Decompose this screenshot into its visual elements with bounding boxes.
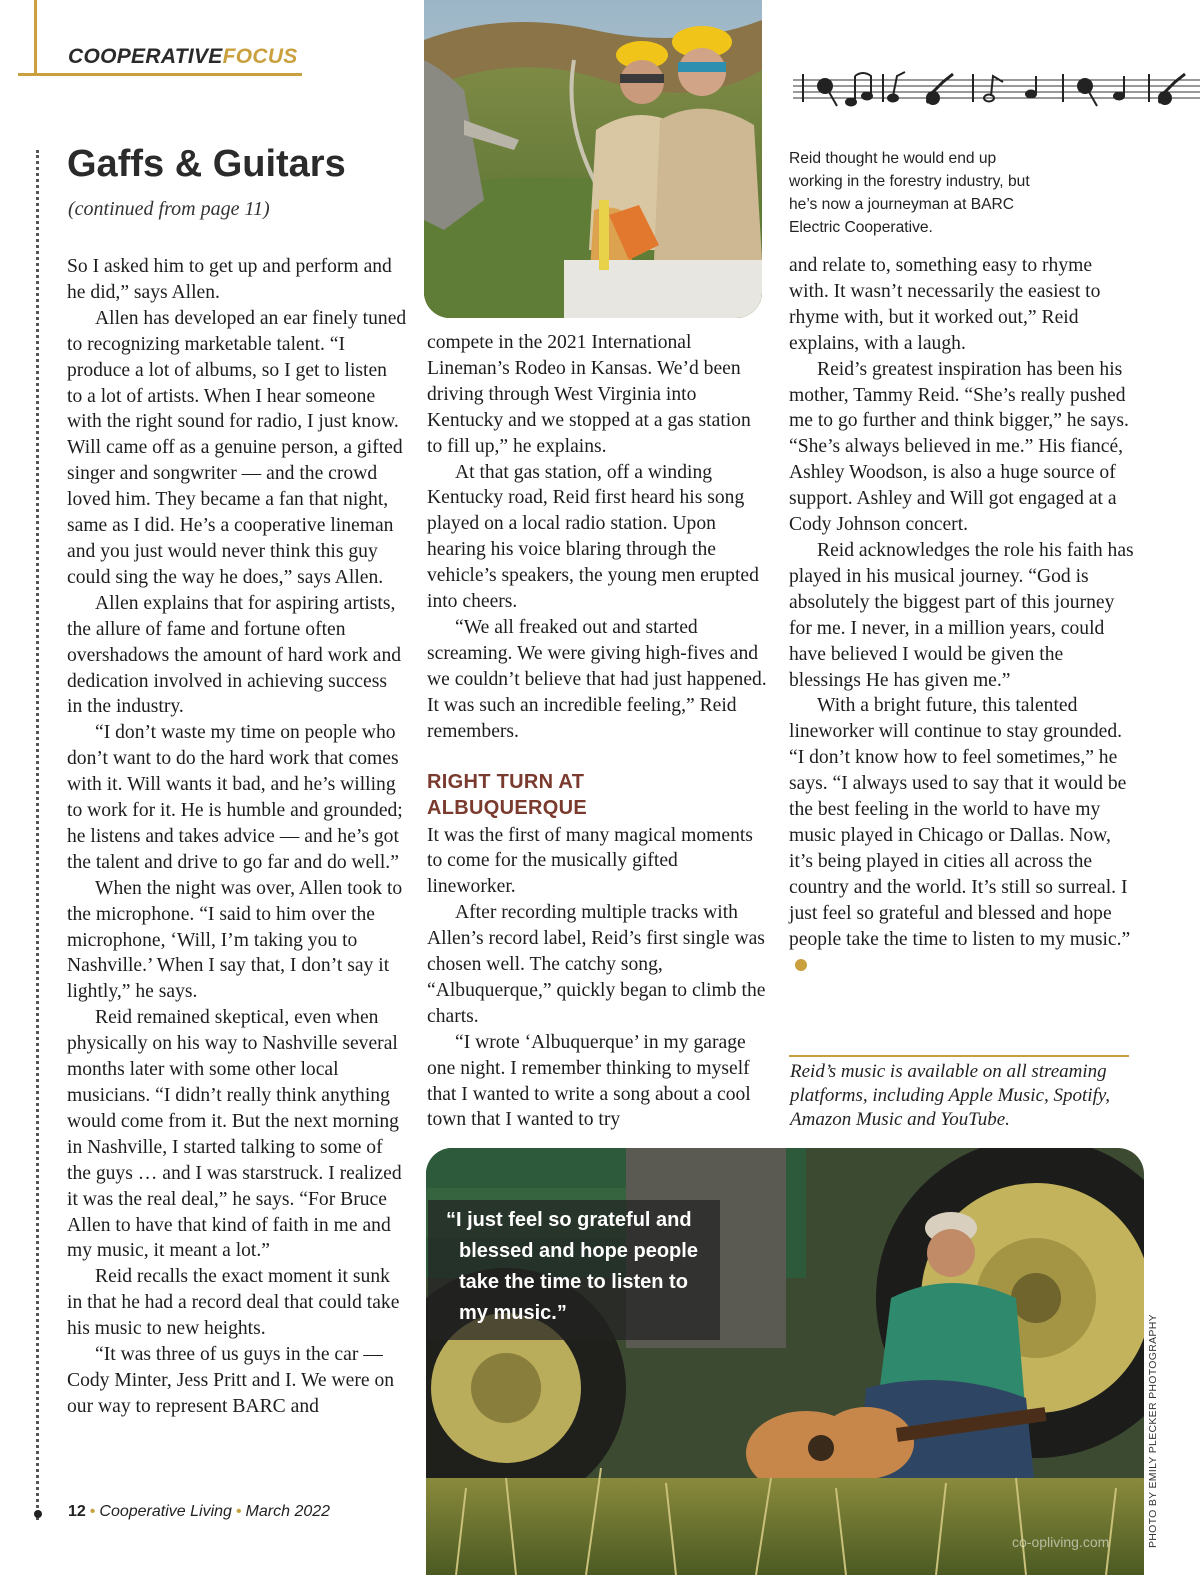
streaming-note-rule xyxy=(789,1055,1129,1057)
paragraph: and relate to, something easy to rhyme with. It wasn’t necessarily the easiest to rhyme with, but it worked out,” Reid explains, with a laugh. xyxy=(789,255,1101,354)
streaming-note: Reid’s music is available on all streaming platforms, including Apple Music, Spotify, Amazon Music and YouTube. xyxy=(790,1061,1110,1130)
paragraph: So I asked him to get up and perform and he did,” says Allen. xyxy=(67,256,392,303)
pull-quote-text: “I just feel so grateful and blessed and hope people take the time to listen to my music.” xyxy=(446,1209,698,1324)
issue-date: March 2022 xyxy=(245,1503,331,1520)
body-column-1 xyxy=(67,254,407,1420)
paragraph: It was the first of many magical moments to come for the musically gifted lineworker. xyxy=(427,824,753,898)
magazine-name: Cooperative Living xyxy=(99,1503,232,1520)
header-accent-rule xyxy=(18,73,302,76)
page-footer xyxy=(68,1503,330,1521)
footer-bullet-icon: • xyxy=(235,1503,242,1520)
paragraph: At that gas station, off a winding Kentucky road, Reid first heard his song played on a local radio station. Upon hearing his voice blaring through the vehicle’s speakers, the young men erupted into cheers. xyxy=(427,461,759,613)
subheading xyxy=(427,769,769,821)
subheading-line-1: RIGHT TURN AT xyxy=(427,770,585,793)
paragraph: Reid’s greatest inspiration has been his mother, Tammy Reid. “She’s really pushed me to go further and think bigger,” he says. “She’s always believed in me.” His fiancé, Ashley Woodson, is also a huge source of support. Ashley and Will got engaged at a Cody Johnson concert. xyxy=(789,358,1129,536)
section-label-part2: FOCUS xyxy=(222,45,298,68)
paragraph: Allen has developed an ear finely tuned to recognizing marketable talent. “I produce a lot of albums, so I get to listen to a lot of artists. When I hear someone with the right sound for radio, I just know. Will came off as a genuine person, a gifted singer and songwriter — and the crowd loved him. They became a fan that night, same as I did. He’s a cooperative lineman and you just would never think this guy could sing the way he does,” says Allen. xyxy=(67,307,407,588)
paragraph: Reid remained skeptical, even when physically on his way to Nashville several months later with some other local musicians. “I didn’t really think anything would come from it. But the next morning in Nashville, I started talking to some of the guys … and I was starstruck. I realized it was the real deal,” he says. “For Bruce Allen to have that kind of faith in me and my music, it meant a lot.” xyxy=(67,1007,402,1262)
paragraph-text: With a bright future, this talented lineworker will continue to stay grounded. “I don’t know how to feel sometimes,” he says. “I always used to say that it would be the best feeling in the world to have my music played in Chicago or Dallas. Now, it’s being played in cities all across the country and the world. It’s still so surreal. I just feel so grateful and blessed and hope people take the time to listen to my music.” xyxy=(789,695,1131,950)
page-number: 12 xyxy=(68,1503,86,1520)
music-staff-icon xyxy=(793,66,1200,110)
paragraph: Reid recalls the exact moment it sunk in that he had a record deal that could take his music to new heights. xyxy=(67,1266,400,1340)
paragraph: Allen explains that for aspiring artists, the allure of fame and fortune often overshadows the amount of hard work and dedication involved in achieving success in the industry. xyxy=(67,592,402,718)
footer-bullet-icon: • xyxy=(89,1503,96,1520)
paragraph: After recording multiple tracks with Allen’s record label, Reid’s first single was chosen well. The catchy song, “Albuquerque,” quickly began to climb the charts. xyxy=(427,902,766,1027)
dotted-rule-end-dot xyxy=(34,1510,42,1518)
continued-note: (continued from page 11) xyxy=(68,198,270,220)
end-dot-icon xyxy=(795,959,807,971)
paragraph: compete in the 2021 International Lineman’s Rodeo in Kansas. We’d been driving through West Virginia into Kentucky and we stopped at a gas station to fill up,” he explains. xyxy=(427,332,751,457)
pull-quote xyxy=(446,1205,716,1329)
site-watermark: co-opliving.com xyxy=(1012,1534,1110,1550)
paragraph: When the night was over, Allen took to the microphone. “I said to him over the microphone, ‘Will, I’m taking you to Nashville.’ When I say that, I don’t say it lightly,” he says. xyxy=(67,877,403,1003)
header-accent-bar xyxy=(34,0,37,75)
lineworkers-photo xyxy=(424,0,762,318)
paragraph: “It was three of us guys in the car — Cody Minter, Jess Pritt and I. We were on our way to represent BARC and xyxy=(67,1344,395,1417)
section-label-part1: COOPERATIVE xyxy=(68,45,223,68)
paragraph-last xyxy=(789,693,1134,978)
body-column-2 xyxy=(427,330,769,1133)
paragraph: “I wrote ‘Albuquerque’ in my garage one night. I remember thinking to myself that I wanted to write a song about a cool town that I wanted to try xyxy=(427,1031,751,1131)
paragraph: “We all freaked out and started screaming. We were giving high-fives and we couldn’t believe that had just happened. It was such an incredible feeling,” Reid remembers. xyxy=(427,616,767,742)
photo-caption: Reid thought he would end up working in the forestry industry, but he’s now a journeyman at BARC Electric Cooperative. xyxy=(789,150,1030,236)
paragraph: Reid acknowledges the role his faith has played in his musical journey. “God is absolutely the biggest part of this journey for me. I never, in a million years, could have believed I would be given the blessings He has given me.” xyxy=(789,539,1134,691)
article-title: Gaffs & Guitars xyxy=(67,143,346,185)
photo-credit: PHOTO BY EMILY PLECKER PHOTOGRAPHY xyxy=(1147,1314,1159,1548)
paragraph: “I don’t waste my time on people who don’t want to do the hard work that comes with it. Will wants it bad, and he’s willing to work for it. He is humble and grounded; he listens and takes advice — and he’s got the talent and drive to go far and do well.” xyxy=(67,722,403,873)
subheading-line-2: ALBUQUERQUE xyxy=(427,796,587,819)
dotted-column-rule xyxy=(36,150,39,1520)
body-column-3 xyxy=(789,253,1134,978)
section-label xyxy=(68,45,298,69)
